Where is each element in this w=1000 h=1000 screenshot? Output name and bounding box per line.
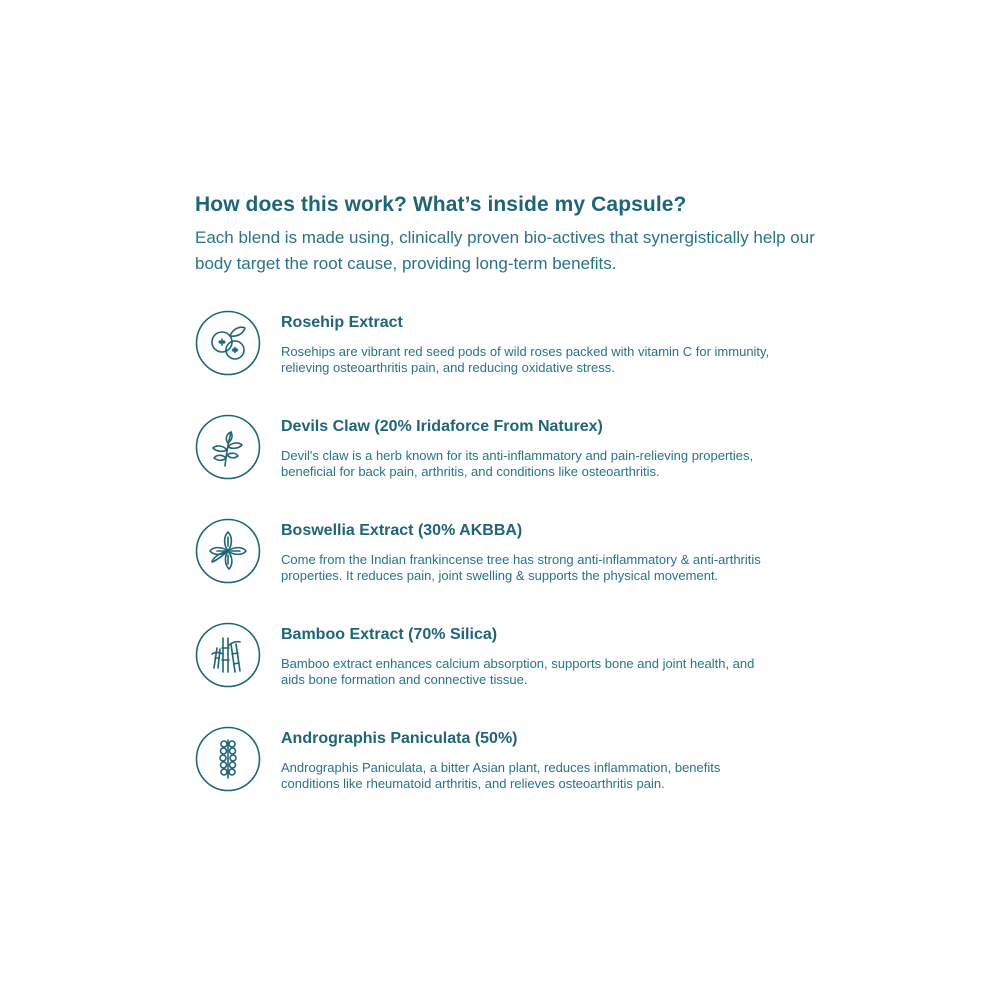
intro-text: Each blend is made using, clinically proven bio-actives that synergistically help our body target the root cause, providing long-term benefits. — [195, 228, 815, 273]
ingredient-title: Boswellia Extract (30% AKBBA) — [281, 522, 523, 539]
ingredients-section — [195, 190, 835, 791]
ingredient-text — [281, 728, 771, 792]
rosehip-berries-icon — [195, 310, 261, 376]
bamboo-icon — [195, 622, 261, 688]
ingredient-title: Andrographis Paniculata (50%) — [281, 730, 518, 747]
ingredient-text — [281, 312, 771, 376]
ingredient-title: Rosehip Extract — [281, 314, 403, 331]
ingredient-description: Rosehips are vibrant red seed pods of wild roses packed with vitamin C for immunity, relieving osteoarthritis pain, and reducing oxidative stress. — [281, 344, 770, 375]
ingredient-description: Bamboo extract enhances calcium absorption, supports bone and joint health, and aids bone formation and connective tissue. — [281, 656, 755, 687]
ingredient-description: Andrographis Paniculata, a bitter Asian plant, reduces inflammation, benefits conditions like rheumatoid arthritis, and relieves osteoarthritis pain. — [281, 760, 721, 791]
ingredient-description: Devil's claw is a herb known for its anti-inflammatory and pain-relieving properties, beneficial for back pain, arthritis, and conditions like osteoarthritis. — [281, 448, 754, 479]
boswellia-leaves-icon — [195, 518, 261, 584]
ingredient-text — [281, 416, 771, 480]
ingredient-title: Bamboo Extract (70% Silica) — [281, 626, 498, 643]
devils-claw-leaf-icon — [195, 414, 261, 480]
ingredient-description: Come from the Indian frankincense tree has strong anti-inflammatory & anti-arthritis properties. It reduces pain, joint swelling & supports the physical movement. — [281, 552, 761, 583]
andrographis-plant-icon — [195, 726, 261, 792]
ingredient-title: Devils Claw (20% Iridaforce From Naturex) — [281, 418, 603, 435]
ingredient-text — [281, 624, 771, 688]
page-title: How does this work? What’s inside my Capsule? — [195, 193, 687, 216]
ingredient-text — [281, 520, 771, 584]
